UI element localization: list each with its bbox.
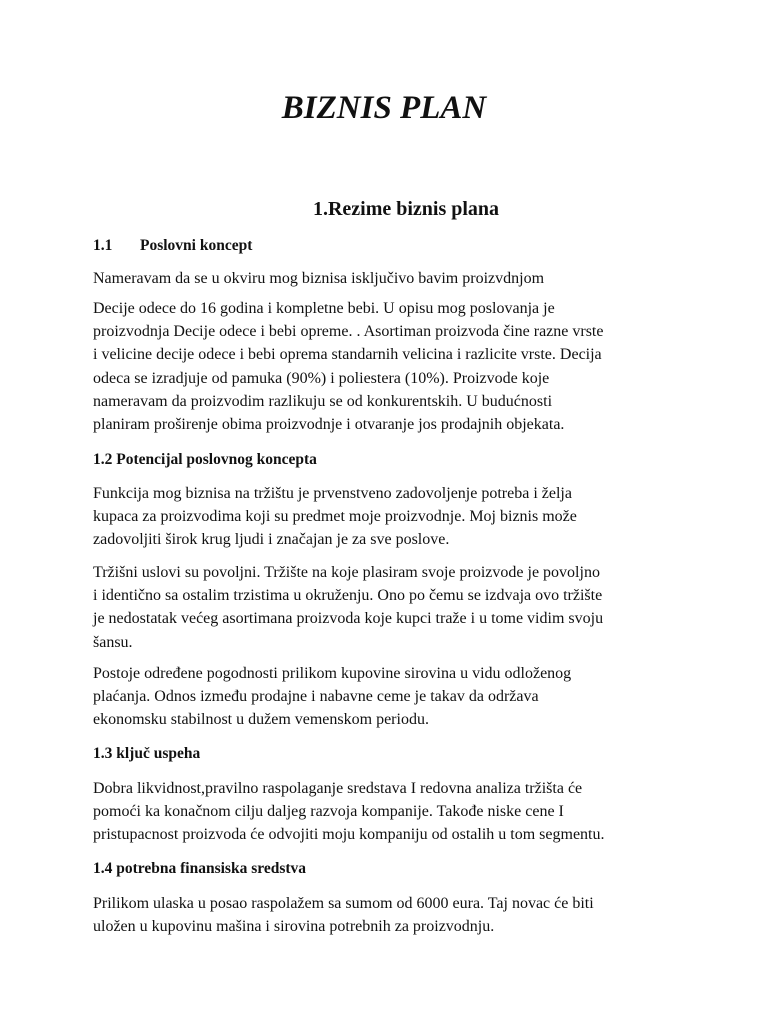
- paragraph-market-conditions: Tržišni uslovi su povoljni. Tržište na koje plasiram svoje proizvode je povoljno i identično sa ostalim trzistima u okruženju. Ono po čemu se izdvaja ovo tržište je nedostatak većeg asortimana proizvoda koje kupci traže i u tome vidim svoju šansu.: [93, 564, 604, 651]
- document-title: BIZNIS PLAN: [281, 90, 487, 126]
- paragraph-business-description: Decije odece do 16 godina i kompletne bebi. U opisu mog poslovanja je proizvodnja Decije odece i bebi opreme. . Asortiman proizvoda čine razne vrste i velicine decije odece i bebi oprema standarnih velicina i razlicite vrste. Decija odeca se izradjuje od pamuka (90%) i poliestera (10%). Proizvode koje nameravam da proizvodim razlikuju se od konkurentskih. U budućnosti planiram proširenje obima proizvodnje i otvaranje jos prodajnih objekata.: [93, 300, 604, 434]
- heading-1-1-number: 1.1: [93, 237, 113, 254]
- paragraph-business-function: Funkcija mog biznisa na tržištu je prvenstveno zadovoljenje potreba i želja kupaca za proizvodima koji su predmet moje proizvodnje. Moj biznis može zadovoljiti širok krug ljudi i značajan je za sve poslove.: [93, 485, 577, 549]
- heading-1-4: 1.4 potrebna finansiska sredstva: [93, 860, 307, 877]
- heading-1-1-text: Poslovni koncept: [140, 237, 253, 254]
- paragraph-purchasing-benefits: Postoje određene pogodnosti prilikom kupovine sirovina u vidu odloženog plaćanja. Odnos između prodajne i nabavne ceme je takav da održava ekonomsku stabilnost u dužem vemenskom periodu.: [93, 665, 572, 729]
- paragraph-financial-resources: Prilikom ulaska u posao raspolažem sa sumom od 6000 eura. Taj novac će biti uložen u kupovinu mašina i sirovina potrebnih za proizvodnju.: [93, 895, 594, 936]
- section-title: 1.Rezime biznis plana: [312, 198, 500, 220]
- heading-1-2: 1.2 Potencijal poslovnog koncepta: [93, 451, 317, 468]
- heading-1-3: 1.3 ključ uspeha: [93, 745, 201, 762]
- paragraph-intro: Nameravam da se u okviru mog biznisa isključivo bavim proizvdnjom: [93, 270, 545, 287]
- paragraph-key-success: Dobra likvidnost,pravilno raspolaganje sredstava I redovna analiza tržišta će pomoći ka konačnom cilju daljeg razvoja kompanije. Takođe niske cene I pristupacnost proizvoda će odvojiti moju kompaniju od ostalih u tom segmentu.: [93, 780, 605, 844]
- heading-1-1: [93, 236, 252, 256]
